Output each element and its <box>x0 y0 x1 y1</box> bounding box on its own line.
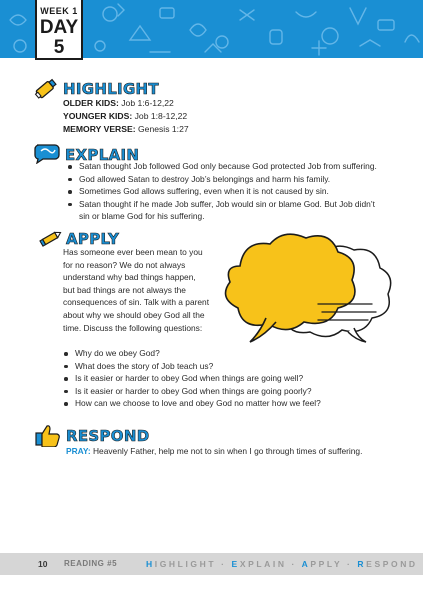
younger-kids-value: Job 1:8-12,22 <box>134 111 188 121</box>
paragraph-line: Has someone ever been mean to you <box>63 247 203 257</box>
respond-title: RESPOND <box>66 427 150 445</box>
week-label: WEEK 1 <box>40 6 78 16</box>
week-day-badge <box>35 0 83 60</box>
pencil-icon <box>38 227 64 249</box>
list-item: What does the story of Job teach us? <box>62 360 382 373</box>
apply-title: APPLY <box>66 230 120 248</box>
list-item: God allowed Satan to destroy Job’s belongings and harm his family. <box>66 173 396 186</box>
memory-verse-label: MEMORY VERSE: <box>63 124 136 134</box>
apply-questions <box>62 347 382 410</box>
list-item: Is it easier or harder to obey God when things are going well? <box>62 372 382 385</box>
memory-verse <box>63 123 189 135</box>
page-footer <box>0 553 423 575</box>
separator: · <box>286 559 302 569</box>
highlighter-icon <box>33 75 59 101</box>
paragraph-line: understand why bad things happen, <box>63 272 196 283</box>
explain-list <box>66 160 396 223</box>
older-kids-reading <box>63 97 174 109</box>
day-label: DAY 5 <box>39 17 79 58</box>
speech-bubbles-illustration <box>222 232 397 348</box>
list-item: Why do we obey God? <box>62 347 382 360</box>
list-item: How can we choose to love and obey God no matter how we feel? <box>62 397 382 410</box>
explain-title: EXPLAIN <box>65 146 140 164</box>
memory-verse-value: Genesis 1:27 <box>137 124 189 134</box>
r-rest: ESPOND <box>366 559 418 569</box>
pray-label: PRAY: <box>66 446 91 456</box>
apply-paragraph <box>63 246 228 334</box>
older-kids-value: Job 1:6-12,22 <box>121 98 174 108</box>
list-item: Satan thought if he made Job suffer, Job would sin or blame God. But Job didn’t <box>66 198 396 211</box>
pray-text: Heavenly Father, help me not to sin when I go through times of suffering. <box>90 446 363 456</box>
prayer <box>66 446 362 456</box>
list-item: Satan thought Job followed God only because God protected Job from suffering. <box>66 160 396 173</box>
r-initial: R <box>357 559 367 569</box>
list-item: Is it easier or harder to obey God when things are going poorly? <box>62 385 382 398</box>
h-rest: IGHLIGHT <box>154 559 217 569</box>
separator: · <box>342 559 358 569</box>
a-rest: PPLY <box>310 559 343 569</box>
separator: · <box>216 559 232 569</box>
older-kids-label: OLDER KIDS: <box>63 98 119 108</box>
list-item: Sometimes God allows suffering, even when it is not caused by sin. <box>66 185 396 198</box>
paragraph-line: time. Discuss the following questions: <box>63 322 203 333</box>
thumbs-up-icon <box>34 423 62 447</box>
e-rest: XPLAIN <box>239 559 287 569</box>
younger-kids-reading <box>63 110 187 122</box>
a-initial: A <box>301 559 311 569</box>
h-initial: H <box>146 559 155 569</box>
list-item-continuation: sin or blame God for his suffering. <box>79 211 205 222</box>
highlight-title: HIGHLIGHT <box>63 80 159 98</box>
speech-bubble-icon <box>33 142 61 164</box>
e-initial: E <box>231 559 240 569</box>
paragraph-line: for no reason? We do not always <box>63 259 186 270</box>
her-acronym <box>146 559 418 569</box>
younger-kids-label: YOUNGER KIDS: <box>63 111 133 121</box>
paragraph-line: about why we should obey God all the <box>63 309 205 320</box>
reading-label: READING #5 <box>64 559 118 568</box>
paragraph-line: consequences of sin. Talk with a parent <box>63 297 210 308</box>
page-number: 10 <box>38 559 48 569</box>
paragraph-line: but bad things are not always the <box>63 284 186 295</box>
